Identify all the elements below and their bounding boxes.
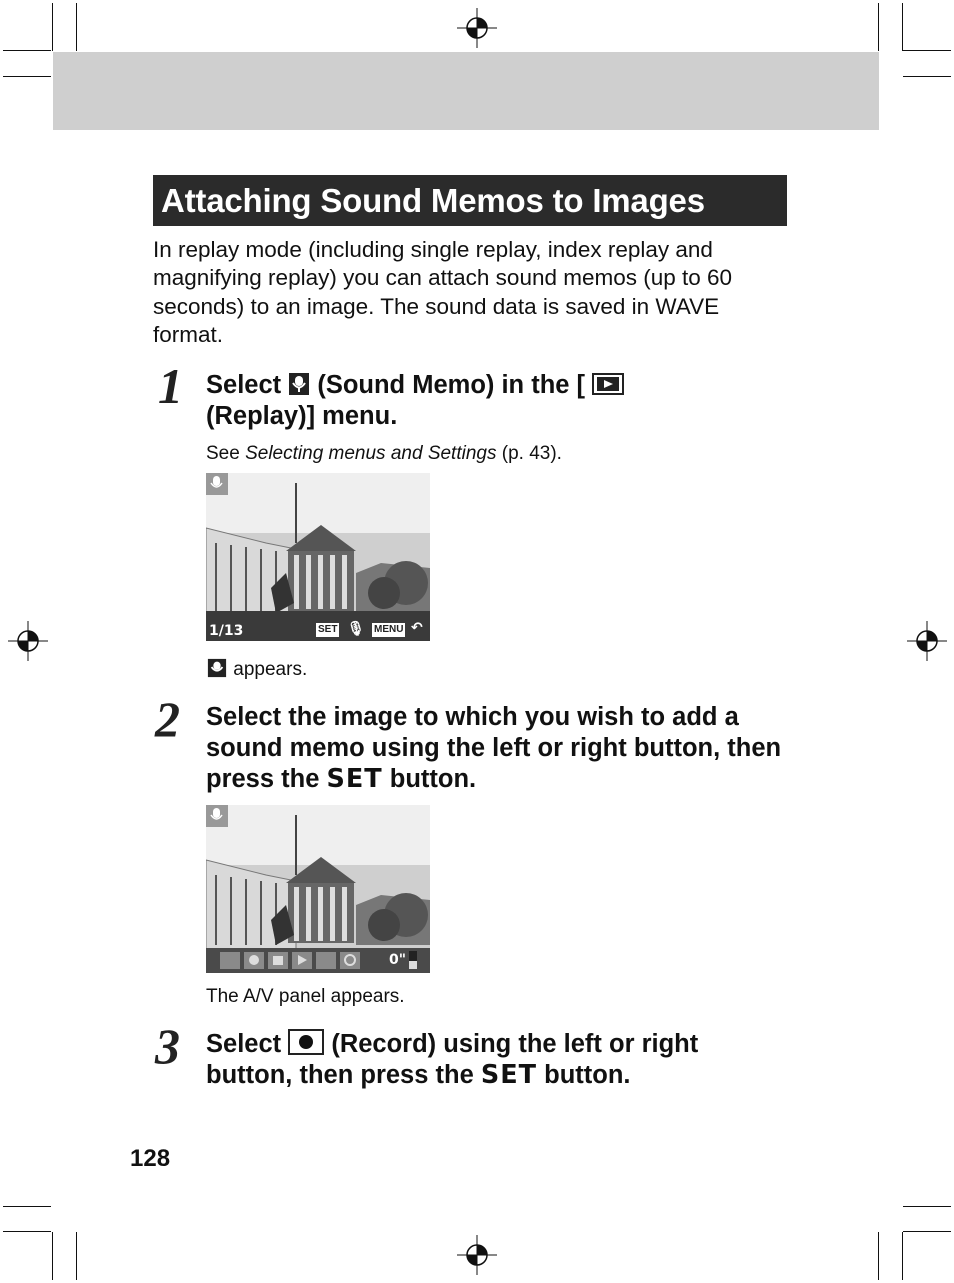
return-icon: ↶	[411, 620, 423, 636]
see-link[interactable]: Selecting menus and Settings	[245, 443, 497, 464]
step-heading	[206, 702, 786, 795]
camera-screen-2	[206, 805, 430, 973]
crop-mark	[3, 1206, 51, 1207]
registration-mark-icon	[457, 8, 497, 48]
registration-mark-icon	[8, 621, 48, 661]
step-caption	[206, 658, 307, 682]
step-text: (Replay)] menu.	[206, 402, 398, 430]
step-text: Select the image to which you wish to add a sound memo using the left or right button, then press the	[206, 703, 782, 793]
record-icon	[288, 1029, 324, 1055]
step-heading	[206, 370, 786, 432]
crop-mark	[52, 1232, 53, 1280]
crop-mark	[903, 76, 951, 77]
crop-mark	[878, 3, 879, 51]
set-button-label: SET	[326, 764, 383, 794]
crop-mark	[878, 1232, 879, 1280]
step-text: button.	[544, 1061, 631, 1089]
crop-mark	[903, 1206, 951, 1207]
crop-mark	[76, 1232, 77, 1280]
crop-mark	[903, 1231, 951, 1232]
step-number: 1	[158, 358, 183, 414]
crop-mark	[902, 1232, 903, 1280]
crop-mark	[902, 3, 903, 51]
header-band	[53, 52, 879, 130]
building-photo	[206, 473, 430, 641]
step-text: Select	[206, 371, 282, 399]
step-text: button.	[389, 765, 477, 793]
crop-mark	[3, 76, 51, 77]
building-photo	[206, 805, 430, 973]
play-icon	[592, 372, 624, 396]
caption-text: appears.	[233, 659, 308, 680]
step-text: (Sound Memo) in the [	[317, 371, 586, 399]
image-counter: 1/13	[209, 623, 244, 639]
set-button-label: SET	[480, 1060, 538, 1090]
page-title: Attaching Sound Memos to Images	[153, 175, 787, 226]
crop-mark	[3, 50, 51, 51]
step-text: Select	[206, 1030, 282, 1058]
microphone-icon	[206, 658, 228, 678]
step-number: 3	[155, 1018, 180, 1074]
intro-paragraph: In replay mode (including single replay, index replay and magnifying replay) you can attach sound memos (up to 60 seconds) to an image. The sound data is saved in WAVE format.	[153, 237, 733, 347]
set-badge: SET	[318, 624, 338, 635]
crop-mark	[76, 3, 77, 51]
crop-mark	[903, 50, 951, 51]
see-reference	[206, 442, 562, 466]
registration-mark-icon	[457, 1235, 497, 1275]
step-number: 2	[155, 691, 180, 747]
step-text: (Record) using the left or right button, then press the	[206, 1030, 699, 1089]
menu-badge: MENU	[374, 624, 404, 635]
crop-mark	[52, 3, 53, 51]
see-prefix: See	[206, 443, 240, 464]
registration-mark-icon	[907, 621, 947, 661]
microphone-icon: 🎙	[347, 621, 365, 637]
microphone-icon	[288, 372, 310, 396]
crop-mark	[3, 1231, 51, 1232]
step-caption: The A/V panel appears.	[206, 986, 405, 1007]
recording-time: 0"	[389, 952, 407, 968]
camera-screen-1	[206, 473, 430, 641]
page-number: 128	[130, 1145, 171, 1172]
step-heading	[206, 1029, 786, 1091]
see-suffix: (p. 43).	[501, 443, 562, 464]
